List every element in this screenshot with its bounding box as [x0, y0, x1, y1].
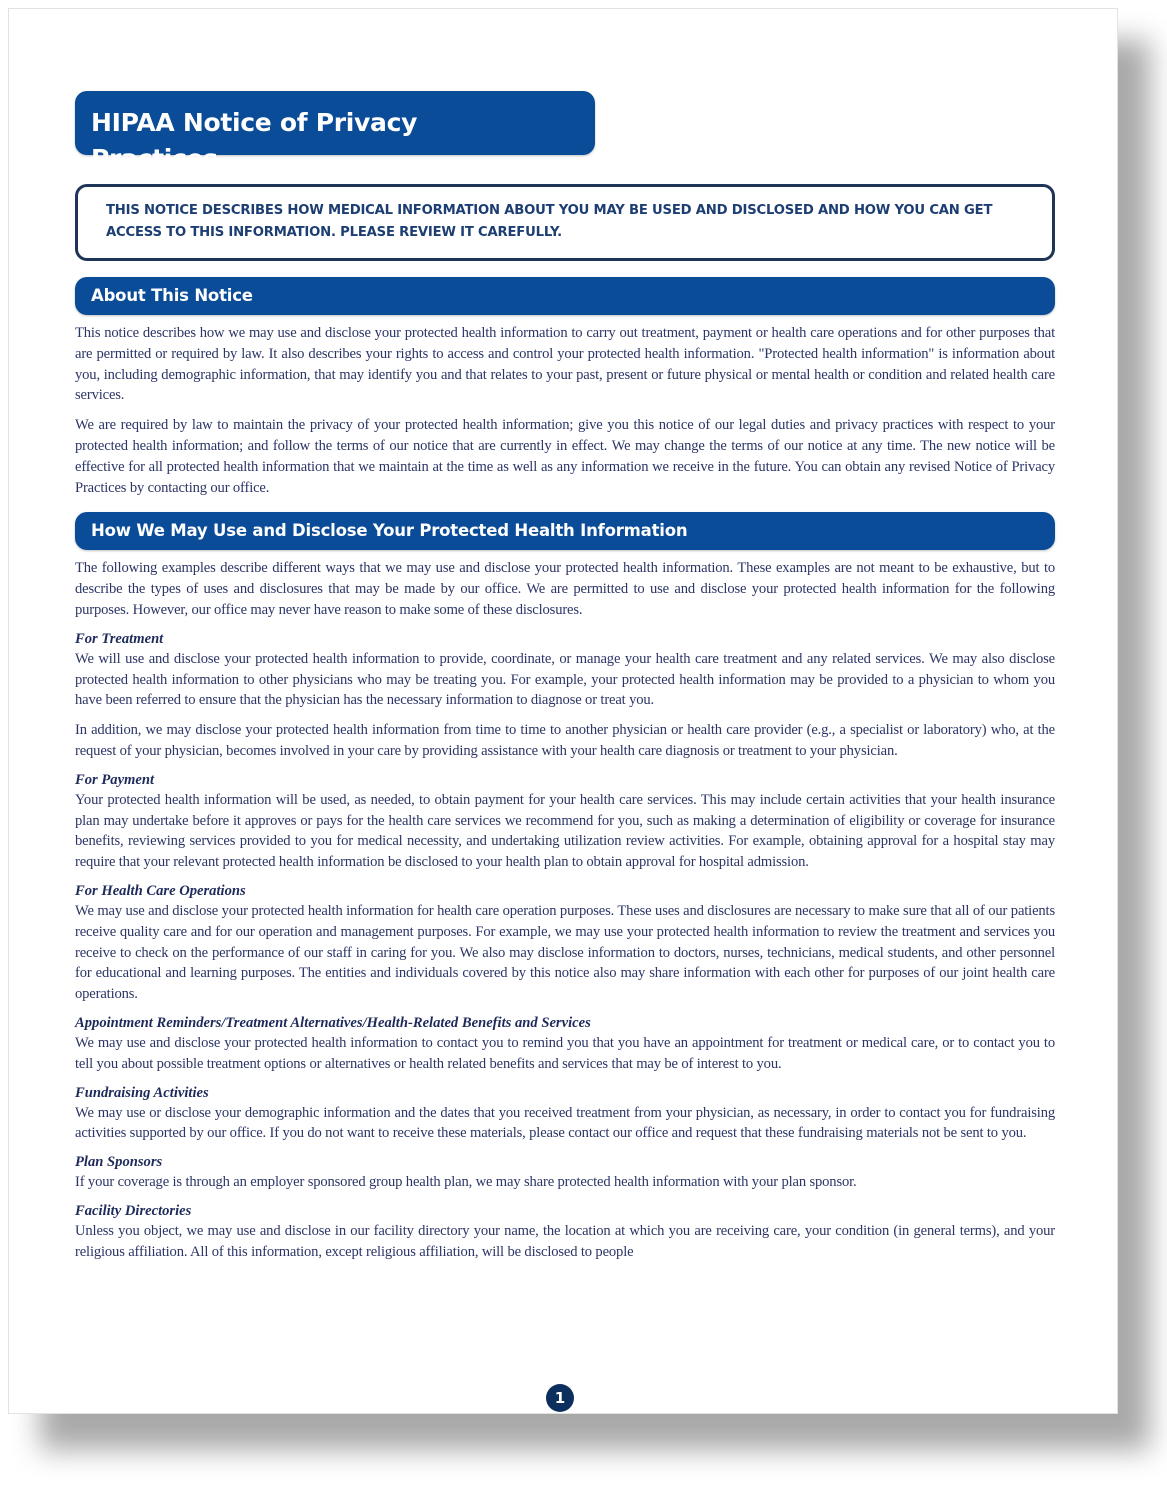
- how-intro-paragraph: The following examples describe different ways that we may use and disclose your protected health information. These examples are not meant to be exhaustive, but to describe the types of uses and disclosures that may be made by our office. We are permitted to use and disclose your protected health information for the following purposes. However, our office may never have reason to make some of these disclosures.: [75, 560, 1055, 618]
- document-page: [8, 8, 1118, 1414]
- fundraising-paragraph: We may use or disclose your demographic information and the dates that you received treatment from your physician, as necessary, in order to contact you for fundraising activities supported by our office. If you do not want to receive these materials, please contact our office and request that these fundraising materials not be sent to you.: [75, 1104, 1055, 1142]
- section-body-how-we-use: [75, 558, 1055, 1262]
- subheading-appointment-reminders: Appointment Reminders/Treatment Alternatives/Health-Related Benefits and Services: [75, 1014, 591, 1031]
- subheading-plan-sponsors: Plan Sponsors: [75, 1154, 163, 1171]
- subheading-facility-directories: Facility Directories: [75, 1202, 192, 1219]
- operations-paragraph: We may use and disclose your protected health information for health care operation purposes. These uses and disclosures are necessary to make sure that all of our patients receive quality care and for our operation and management purposes. For example, we may use your protected health information to review the treatment and services you receive to check on the performance of our staff in caring for you. We also may disclose information to doctors, nurses, technicians, medical students, and other personnel for educational and learning purposes. The entities and individuals covered by this notice also may share information with each other for purposes of our joint health care operations.: [75, 902, 1055, 1003]
- section-heading-about: About This Notice: [75, 277, 1055, 315]
- section-heading-how-we-use: How We May Use and Disclose Your Protected Health Information: [75, 512, 1055, 550]
- treatment-paragraph-2: In addition, we may disclose your protected health information from time to time to another physician or health care provider (e.g., a specialist or laboratory) who, at the request of your physician, becomes involved in your care by providing assistance with your health care diagnosis or treatment to your physician.: [75, 722, 1055, 759]
- appointment-paragraph: We may use and disclose your protected health information to contact you to remind you that you have an appointment for treatment or medical care, or to contact you to tell you about possible treatment options or alternatives or health related benefits and services that may be of interest to you.: [75, 1034, 1055, 1072]
- about-paragraph-2: We are required by law to maintain the privacy of your protected health information; give you this notice of our legal duties and privacy practices with respect to your protected health information; and follow the terms of our notice that are currently in effect. We may change the terms of our notice at any time. The new notice will be effective for all protected health information that we maintain at the time as well as any information we receive in the future. You can obtain any revised Notice of Privacy Practices by contacting our office.: [75, 417, 1055, 496]
- subheading-fundraising: Fundraising Activities: [75, 1084, 209, 1101]
- about-paragraph-1: This notice describes how we may use and disclose your protected health information to carry out treatment, payment or health care operations and for other purposes that are permitted or required by law. It also describes your rights to access and control your protected health information. "Protected health information" is information about you, including demographic information, that may identify you and that relates to your past, present or future physical or mental health or condition and related health care services.: [75, 325, 1055, 404]
- subheading-payment: For Payment: [75, 771, 155, 788]
- treatment-paragraph-1: We will use and disclose your protected health information to provide, coordinate, or manage your health care treatment and any related services. We may also disclose protected health information to other physicians who may be treating you. For example, your protected health information may be provided to a physician to whom you have been referred to ensure that the physician has the necessary information to diagnose or treat you.: [75, 650, 1055, 709]
- page-content: [75, 91, 1055, 1263]
- document-title: HIPAA Notice of Privacy Practices: [75, 91, 595, 155]
- section-body-about: [75, 323, 1055, 498]
- subheading-treatment: For Treatment: [75, 630, 164, 647]
- plan-sponsors-paragraph: If your coverage is through an employer sponsored group health plan, we may share protected health information with your plan sponsor.: [75, 1174, 857, 1191]
- page-number-badge: 1: [546, 1384, 574, 1412]
- notice-warning-box: THIS NOTICE DESCRIBES HOW MEDICAL INFORMATION ABOUT YOU MAY BE USED AND DISCLOSED AND HOW YOU CAN GET ACCESS TO THIS INFORMATION. PLEASE REVIEW IT CAREFULLY.: [75, 184, 1055, 261]
- payment-paragraph: Your protected health information will be used, as needed, to obtain payment for your health care services. This may include certain activities that your health insurance plan may undertake before it approves or pays for the health care services we recommend for you, such as making a determination of eligibility or coverage for insurance benefits, reviewing services provided to you for medical necessity, and undertaking utilization review activities. For example, obtaining approval for a hospital stay may require that your relevant protected health information be disclosed to your health plan to obtain approval for hospital admission.: [75, 791, 1055, 871]
- facility-directories-paragraph: Unless you object, we may use and disclose in our facility directory your name, the location at which you are receiving care, your condition (in general terms), and your religious affiliation. All of this information, except religious affiliation, will be disclosed to people: [75, 1222, 1055, 1260]
- subheading-health-care-operations: For Health Care Operations: [75, 882, 246, 899]
